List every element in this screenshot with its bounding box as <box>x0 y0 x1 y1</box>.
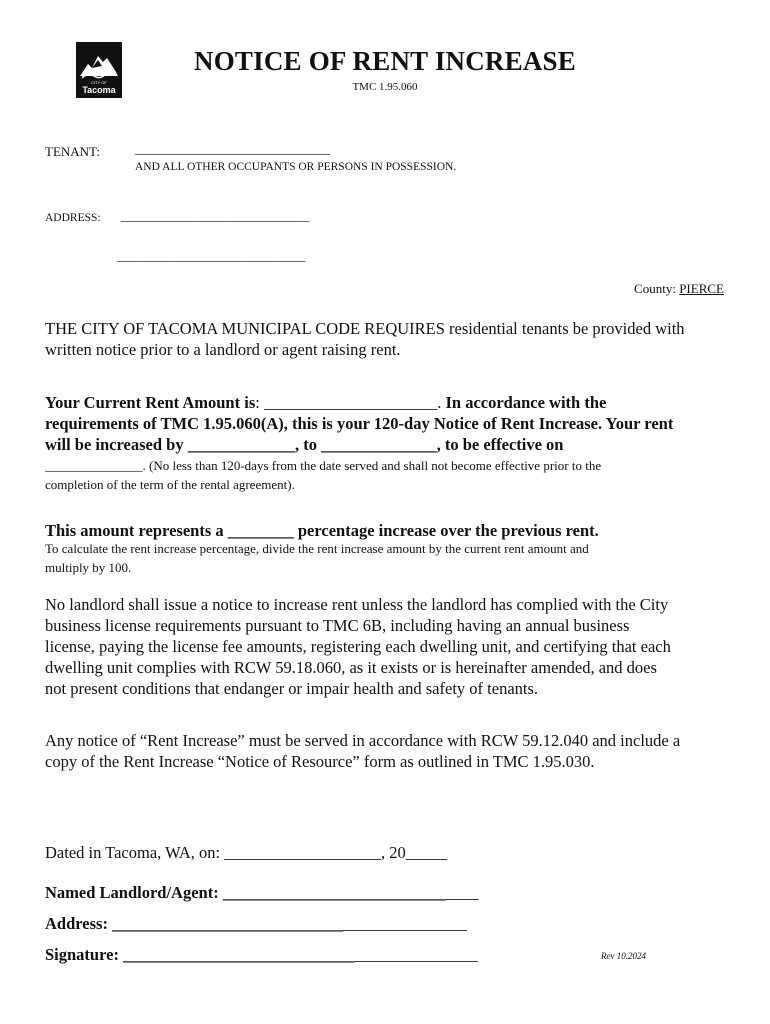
rent-line-2: requirements of TMC 1.95.060(A), this is your 120-day Notice of Rent Increase. Your rent <box>45 414 674 433</box>
address-row: Address: ___________________________________________ <box>45 914 467 933</box>
page-title: NOTICE OF RENT INCREASE <box>194 46 576 76</box>
revision-date: Rev 10.2024 <box>601 951 646 961</box>
landlord-row: Named Landlord/Agent: _______________________________ <box>45 883 479 902</box>
current-rent-blank[interactable]: : _____________________. <box>255 393 442 412</box>
dated-line[interactable]: Dated in Tacoma, WA, on: ___________________, 20_____ <box>45 843 447 862</box>
rent-line-1-rest: In accordance with the <box>441 393 607 412</box>
county-label: County: <box>634 281 680 296</box>
tenant-occupants-note: AND ALL OTHER OCCUPANTS OR PERSONS IN POSSESSION. <box>135 161 457 173</box>
rent-line-3: will be increased by _____________, to ______________, to be effective on <box>45 435 564 454</box>
current-rent-label: Your Current Rent Amount is <box>45 393 256 412</box>
license-paragraph <box>45 594 671 699</box>
logo-name: Tacoma <box>82 85 116 95</box>
intro-paragraph: THE CITY OF TACOMA MUNICIPAL CODE REQUIRES residential tenants be provided with written notice prior to a landlord or agent raising rent. <box>45 319 685 359</box>
tenant-line[interactable]: ______________________________ <box>135 141 330 156</box>
code-reference: TMC 1.95.060 <box>352 81 418 93</box>
notice-line-2: copy of the Rent Increase “Notice of Resource” form as outlined in TMC 1.95.030. <box>45 752 595 771</box>
signer-address-label: Address: <box>45 914 108 933</box>
license-line-2: business license requirements pursuant to TMC 6B, including having an annual business <box>45 616 630 635</box>
effective-date-note: (No less than 120-days from the date served and shall not become effective prior to the <box>145 458 602 473</box>
logo-city-text: CITY OF <box>91 80 107 85</box>
county <box>634 281 724 297</box>
tenant-label: TENANT: <box>45 144 100 159</box>
signature-line[interactable]: ____________________________ <box>118 945 355 964</box>
license-line-5: not present conditions that endanger or impair health and safety of tenants. <box>45 679 539 698</box>
rent-line-5: completion of the term of the rental agreement). <box>45 477 295 492</box>
signature-row: Signature: ___________________________________________ <box>45 945 478 964</box>
percentage-note-2: multiply by 100. <box>45 560 132 575</box>
notice-paragraph <box>45 730 680 772</box>
license-line-1: No landlord shall issue a notice to increase rent unless the landlord has complied with the City <box>45 595 669 614</box>
address-line-2[interactable]: _____________________________ <box>117 248 306 263</box>
percentage-statement: This amount represents a ________ percentage increase over the previous rent. <box>45 521 599 540</box>
county-value: PIERCE <box>679 281 724 296</box>
notice-line-1: Any notice of “Rent Increase” must be served in accordance with RCW 59.12.040 and include a <box>45 731 681 750</box>
signer-address-line[interactable]: ____________________________ <box>107 914 344 933</box>
rent-line-1 <box>45 392 606 413</box>
percentage-note-1: To calculate the rent increase percentage, divide the rent increase amount by the current rent amount and <box>45 541 589 556</box>
license-line-4: dwelling unit complies with RCW 59.18.060, as it exists or is hereinafter amended, and does <box>45 658 657 677</box>
landlord-label: Named Landlord/Agent: <box>45 883 219 902</box>
landlord-line[interactable]: ___________________________ <box>218 883 446 902</box>
address-line-1[interactable]: _____________________________ <box>121 208 310 223</box>
license-line-3: license, paying the license fee amounts, registering each dwelling unit, and certifying that each <box>45 637 671 656</box>
effective-date-blank[interactable]: _______________. <box>45 458 146 473</box>
rent-line-4 <box>45 456 601 475</box>
signature-label: Signature: <box>45 945 119 964</box>
address-label: ADDRESS: <box>45 212 101 224</box>
